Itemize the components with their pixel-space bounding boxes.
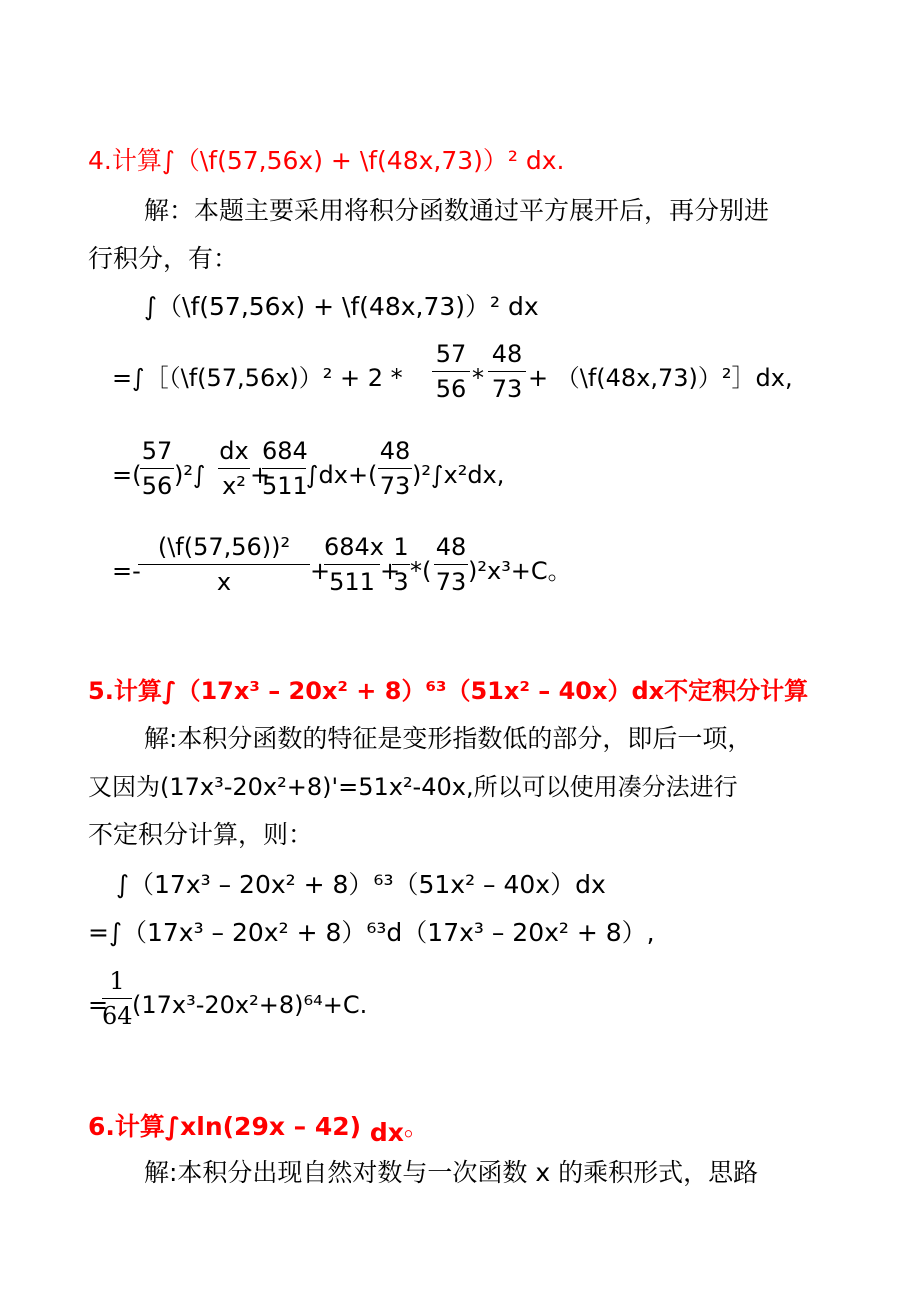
problem-4-equation-3-end: )²∫x²dx, (412, 461, 505, 489)
operator: + (250, 461, 271, 489)
problem-6-title-dx: dx (369, 1118, 404, 1147)
problem-4-equation-4-part: *( (410, 557, 432, 585)
fraction (324, 533, 385, 596)
numerator: 1 (393, 533, 409, 561)
fraction (140, 437, 174, 500)
problem-5-solution-line-1: 解:本积分函数的特征是变形指数低的部分，即后一项， (144, 724, 753, 753)
fraction-bar (140, 468, 174, 469)
denominator: 73 (379, 472, 411, 500)
operator: + (380, 557, 401, 585)
numerator: 684 (262, 437, 308, 465)
problem-5-equation-1: ∫（17x³ – 20x² + 8）⁶³（51x² – 40x）dx (116, 870, 606, 899)
fraction-bar (488, 371, 526, 372)
numerator: 48 (435, 533, 467, 561)
fraction (218, 437, 250, 500)
problem-4-solution-line-2: 行积分，有： (88, 244, 239, 273)
numerator: 57 (141, 437, 173, 465)
fraction (392, 533, 410, 596)
problem-4-title: 4.计算∫（\f(57,56x) + \f(48x,73)）² dx. (88, 146, 565, 175)
problem-4-equation-2-end: + （\f(48x,73)）²］dx, (528, 364, 793, 392)
problem-4-equation-4-end: )²x³+C。 (468, 557, 572, 585)
problem-4-equation-3-part: )²∫ (174, 461, 206, 489)
problem-5-solution-line-3: 不定积分计算，则： (88, 820, 314, 849)
denominator: 73 (491, 375, 523, 403)
numerator: dx (219, 437, 249, 465)
denominator: 3 (393, 568, 409, 596)
problem-4-solution-line-1: 解：本题主要采用将积分函数通过平方展开后，再分别进 (144, 196, 770, 225)
problem-5-equation-3-start: = (88, 991, 109, 1019)
fraction-bar (218, 468, 250, 469)
fraction (378, 437, 412, 500)
fraction-bar (324, 564, 380, 565)
numerator: 57 (435, 340, 467, 368)
problem-6-title-main: 6.计算∫xln(29x – 42) (88, 1112, 362, 1141)
fraction (432, 340, 470, 403)
numerator: 48 (379, 437, 411, 465)
problem-6-title (88, 1112, 429, 1147)
denominator: x (216, 568, 232, 596)
fraction (434, 533, 468, 596)
denominator: 511 (262, 472, 308, 500)
denominator: 56 (141, 472, 173, 500)
numerator: 684x (324, 533, 385, 561)
fraction-bar (138, 564, 310, 565)
problem-5-equation-2: =∫（17x³ – 20x² + 8）⁶³d（17x³ – 20x² + 8）, (88, 918, 655, 947)
problem-4-equation-4-start: =- (112, 557, 141, 585)
problem-4-equation-1: ∫（\f(57,56x) + \f(48x,73)）² dx (144, 292, 539, 321)
numerator: 1 (109, 967, 125, 995)
denominator: 64 (102, 1002, 133, 1030)
problem-6-solution-line-1: 解:本积分出现自然对数与一次函数 x 的乘积形式，思路 (144, 1158, 759, 1187)
fraction (102, 967, 132, 1030)
problem-6-title-end: 。 (403, 1112, 429, 1141)
fraction-bar (378, 468, 412, 469)
problem-5-solution-line-2: 又因为(17x³-20x²+8)'=51x²-40x,所以可以使用凑分法进行 (88, 773, 738, 801)
problem-5-title: 5.计算∫（17x³ – 20x² + 8）⁶³（51x² – 40x）dx不定积分计算 (88, 677, 809, 705)
operator: + (310, 557, 331, 585)
fraction-bar (262, 468, 306, 469)
problem-4-equation-3-part: ∫dx+( (306, 461, 378, 489)
fraction-bar (434, 564, 468, 565)
operator: * (472, 364, 484, 392)
fraction-bar (432, 371, 470, 372)
denominator: x² (222, 472, 246, 500)
problem-4-equation-3-start: =( (112, 461, 142, 489)
problem-4-equation-2-start: =∫［（\f(57,56x)）² + 2 * (112, 364, 403, 392)
fraction (138, 533, 310, 596)
numerator: 48 (491, 340, 523, 368)
denominator: 511 (329, 568, 375, 596)
problem-5-equation-3-end: (17x³-20x²+8)⁶⁴+C. (132, 991, 368, 1019)
fraction-bar (102, 998, 132, 999)
denominator: 73 (435, 568, 467, 596)
fraction (488, 340, 526, 403)
fraction (262, 437, 306, 500)
numerator: (\f(57,56))² (157, 533, 291, 561)
fraction-bar (392, 564, 410, 565)
denominator: 56 (435, 375, 467, 403)
